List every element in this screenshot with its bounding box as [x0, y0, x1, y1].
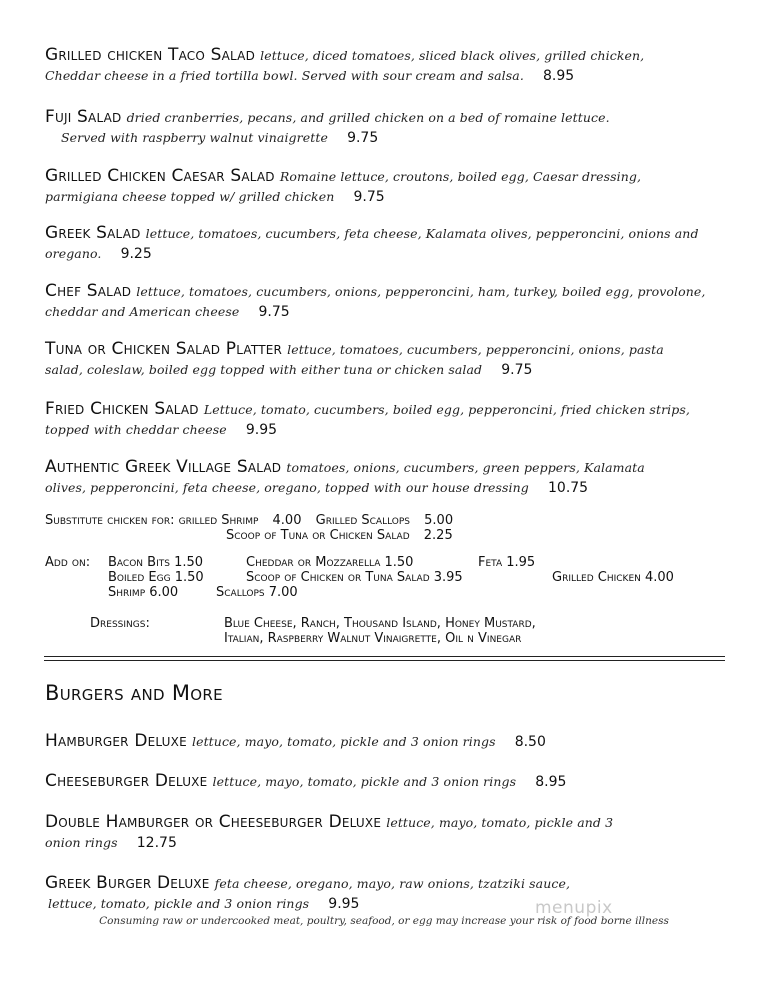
addon-item: Feta 1.95	[478, 555, 536, 570]
item-description: lettuce, mayo, tomato, pickle and 3 onion rings	[191, 734, 496, 749]
menu-item-greek-burger-deluxe	[45, 873, 725, 914]
item-description: Romaine lettuce, croutons, boiled egg, Caesar dressing,	[279, 169, 642, 184]
item-description: lettuce, tomatoes, cucumbers, onions, pepperoncini, ham, turkey, boiled egg, provolone,	[136, 284, 706, 299]
item-price: 9.75	[258, 304, 290, 320]
item-price: 8.95	[543, 68, 575, 84]
item-price: 8.50	[514, 734, 546, 750]
menu-item-double-burger-deluxe	[45, 812, 725, 853]
item-name: Cheeseburger Deluxe	[45, 771, 208, 791]
item-description-cont: olives, pepperoncini, feta cheese, oregano, topped with our house dressing	[45, 480, 529, 495]
menu-item-taco-salad	[45, 45, 725, 86]
item-description-cont: Cheddar cheese in a fried tortilla bowl. Served with sour cream and salsa.	[45, 68, 524, 83]
addon-item: Grilled Chicken 4.00	[552, 570, 674, 585]
addon-label: Add on:	[45, 555, 91, 570]
menu-item-greek-village-salad	[45, 457, 725, 498]
item-name: Greek Burger Deluxe	[45, 873, 210, 893]
substitute-option: grilled Shrimp	[178, 513, 259, 528]
menu-item-fried-chicken-salad	[45, 399, 725, 440]
item-price: 10.75	[548, 480, 589, 496]
substitute-price: 4.00	[272, 513, 302, 528]
menu-item-chef-salad	[45, 281, 725, 322]
item-description: Lettuce, tomato, cucumbers, boiled egg, pepperoncini, fried chicken strips,	[203, 402, 690, 417]
section-divider-top	[44, 656, 725, 657]
item-description-cont: cheddar and American cheese	[45, 304, 240, 319]
item-name: Hamburger Deluxe	[45, 731, 187, 751]
substitute-option: Scoop of Tuna or Chicken Salad	[226, 528, 410, 543]
item-price: 9.75	[501, 362, 533, 378]
item-price: 8.95	[535, 774, 567, 790]
item-description: lettuce, mayo, tomato, pickle and 3 onion rings	[212, 774, 517, 789]
item-description-cont: oregano.	[45, 246, 102, 261]
item-description: lettuce, diced tomatoes, sliced black olives, grilled chicken,	[260, 48, 645, 63]
item-description-cont: salad, coleslaw, boiled egg topped with either tuna or chicken salad	[45, 362, 483, 377]
menu-item-greek-salad	[45, 223, 725, 264]
substitute-price: 5.00	[424, 513, 454, 528]
item-description-cont: parmigiana cheese topped w/ grilled chicken	[45, 189, 335, 204]
item-price: 9.95	[328, 896, 360, 912]
menu-item-cheeseburger-deluxe	[45, 771, 725, 792]
item-name: Fried Chicken Salad	[45, 399, 199, 419]
item-description: tomatoes, onions, cucumbers, green peppers, Kalamata	[286, 460, 645, 475]
health-disclaimer: Consuming raw or undercooked meat, poultry, seafood, or egg may increase your risk of food borne illness	[99, 915, 669, 927]
item-price: 9.75	[353, 189, 385, 205]
menu-item-fuji-salad	[45, 107, 725, 148]
addon-item: Scoop of Chicken or Tuna Salad 3.95	[246, 570, 463, 585]
item-description-cont: Served with raspberry walnut vinaigrette	[61, 130, 328, 145]
dressings-label: Dressings:	[90, 616, 150, 631]
addon-item: Cheddar or Mozzarella 1.50	[246, 555, 414, 570]
addon-item: Boiled Egg 1.50	[108, 570, 204, 585]
item-price: 9.25	[120, 246, 152, 262]
item-description-cont: topped with cheddar cheese	[45, 422, 227, 437]
item-description: feta cheese, oregano, mayo, raw onions, tzatziki sauce,	[214, 876, 571, 891]
item-description: lettuce, tomatoes, cucumbers, pepperoncini, onions, pasta	[287, 342, 664, 357]
substitute-price: 2.25	[423, 528, 453, 543]
item-name: Authentic Greek Village Salad	[45, 457, 282, 477]
item-description: dried cranberries, pecans, and grilled chicken on a bed of romaine lettuce.	[126, 110, 610, 125]
substitute-label: Substitute chicken for:	[45, 513, 175, 528]
item-name: Grilled Chicken Caesar Salad	[45, 166, 275, 186]
item-description: lettuce, mayo, tomato, pickle and 3	[386, 815, 614, 830]
item-price: 9.95	[245, 422, 278, 438]
item-description: lettuce, tomatoes, cucumbers, feta cheese, Kalamata olives, pepperoncini, onions and	[145, 226, 699, 241]
item-name: Grilled chicken Taco Salad	[45, 45, 256, 65]
substitute-option: Grilled Scallops	[315, 513, 411, 528]
item-name: Greek Salad	[45, 223, 141, 243]
menu-item-caesar-salad	[45, 166, 725, 207]
item-price: 9.75	[347, 130, 379, 146]
section-title-burgers: Burgers and More	[45, 681, 223, 705]
dressings-list-cont: Italian, Raspberry Walnut Vinaigrette, Oil n Vinegar	[224, 631, 522, 646]
item-name: Chef Salad	[45, 281, 132, 301]
item-name: Fuji Salad	[45, 107, 122, 127]
item-name: Double Hamburger or Cheeseburger Deluxe	[45, 812, 382, 832]
item-description-cont: lettuce, tomato, pickle and 3 onion rings	[48, 896, 310, 911]
item-description-cont: onion rings	[45, 835, 118, 850]
item-name: Tuna or Chicken Salad Platter	[45, 339, 283, 359]
addon-item: Scallops 7.00	[216, 585, 298, 600]
substitute-row-2	[226, 528, 453, 543]
menu-item-hamburger-deluxe	[45, 731, 725, 752]
watermark-logo: menupix	[535, 898, 613, 918]
item-price: 12.75	[136, 835, 177, 851]
menu-item-tuna-chicken-platter	[45, 339, 725, 380]
dressings-list: Blue Cheese, Ranch, Thousand Island, Honey Mustard,	[224, 616, 536, 631]
addon-item: Shrimp 6.00	[108, 585, 179, 600]
substitute-row	[45, 513, 453, 528]
section-divider-bottom	[44, 660, 725, 661]
addon-item: Bacon Bits 1.50	[108, 555, 204, 570]
